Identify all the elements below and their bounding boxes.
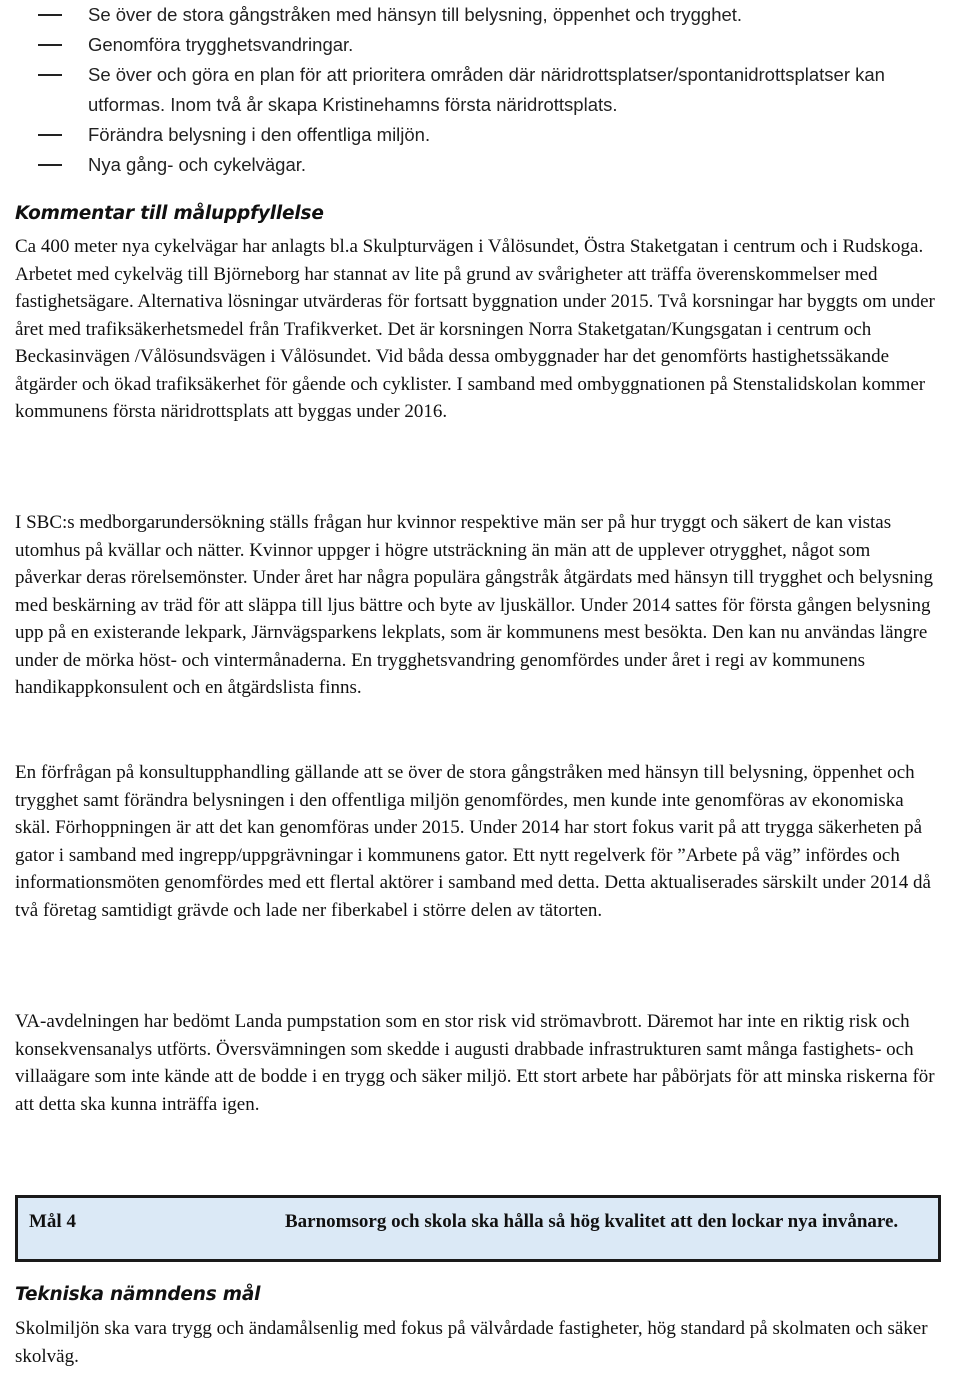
list-item bbox=[15, 120, 940, 150]
list-item bbox=[15, 0, 940, 30]
list-item bbox=[15, 150, 940, 180]
list-item bbox=[15, 60, 940, 120]
committee-goal-text: Skolmiljön ska vara trygg och ändamålsenlig med fokus på välvårdade fastigheter, hög standard på skolmaten och säker skolväg. bbox=[15, 1318, 928, 1367]
list-item-text: Se över de stora gångstråken med hänsyn till belysning, öppenhet och trygghet. bbox=[88, 4, 743, 25]
dash-bullet-icon bbox=[38, 14, 62, 16]
comment-paragraph: Ca 400 meter nya cykelvägar har anlagts bl.a Skulpturvägen i Vålösundet, Östra Staketgatan i centrum och i Rudskoga. Arbetet med cykelväg till Björneborg har stannat av lite på grund av svårigheter att träffa överenskommelser med fastighetsägare. Alternativa lösningar utvärderas för fortsatt byggnation under 2015. Två korsningar har byggts om under året med trafiksäkerhetsmedel från Trafikverket. Det är korsningen Norra Staketgatan/Kungsgatan i centrum och Beckasinvägen /Vålösundsvägen i Vålösundet. Vid båda dessa ombyggnader har det genomförts hastighetssäkande åtgärder och ökad trafiksäkerhet för gående och cyklister. I samband med ombyggnationen på Stenstalidskolan kommer kommunens första näridrottsplats att byggas under 2016. bbox=[15, 236, 935, 422]
list-item bbox=[15, 30, 940, 60]
survey-paragraph: I SBC:s medborgarundersökning ställs frågan hur kvinnor respektive män ser på hur tryggt och säkert de kan vistas utomhus på kvällar och nätter. Kvinnor uppger i högre utsträckning än män att de upplever otrygghet, något som påverkar deras rörelsemönster. Under året har några populära gångstråk åtgärdats med hänsyn till trygghet och belysning med beskärning av träd för att släppa till ljus bättre och byte av ljuskällor. Under 2014 sattes för första gången belysning upp på en existerande lekpark, Järnvägsparkens lekplats, som är kommunens mest besökta. Den kan nu användas längre under de mörka höst- och vintermånaderna. En trygghetsvandring genomfördes under året i regi av kommunens handikappkonsulent och en åtgärdslista finns. bbox=[15, 512, 934, 698]
goal-label: Mål 4 bbox=[29, 1211, 76, 1232]
goal-box bbox=[15, 1195, 941, 1262]
list-item-text: Nya gång- och cykelvägar. bbox=[88, 154, 307, 175]
dash-bullet-icon bbox=[38, 164, 62, 166]
goal-text: Barnomsorg och skola ska hålla så hög kvalitet att den lockar nya invånare. bbox=[285, 1211, 899, 1232]
procurement-paragraph: En förfrågan på konsultupphandling gällande att se över de stora gångstråken med hänsyn till belysning, öppenhet och trygghet samt förändra belysningen i den offentliga miljön genomfördes, men kunde inte genomföras av ekonomiska skäl. Förhoppningen är att det kan genomföras under 2015. Under 2014 har stort fokus varit på att trygga säkerheten på gator i samband med ingrepp/uppgrävningar i kommunens gator. Ett nytt regelverk för ”Arbete på väg” infördes och informationsmöten genomfördes med ett flertal aktörer i samband med detta. Detta aktualiserades särskilt under 2014 då två företag samtidigt grävde och lade ner fiberkabel i större delen av tätorten. bbox=[15, 762, 931, 921]
list-item-text: Se över och göra en plan för att prioritera områden där näridrottsplatser/spontanidrottsplatser kan utformas. Inom två år skapa Kristinehamns första näridrottsplats. bbox=[88, 64, 885, 115]
dash-bullet-icon bbox=[38, 134, 62, 136]
water-department-paragraph: VA-avdelningen har bedömt Landa pumpstation som en stor risk vid strömavbrott. Däremot har inte en riktig risk och konsekvensanalys utförts. Översvämningen som skedde i augusti drabbade infrastrukturen samt många fastighets- och villaägare som inte kände att de bodde i en trygg och säker miljö. Ett stort arbete har påbörjats för att minska riskerna för att detta ska kunna inträffa igen. bbox=[15, 1011, 935, 1115]
measures-list bbox=[15, 0, 940, 180]
committee-goal-heading: Tekniska nämndens mål bbox=[15, 1284, 261, 1305]
list-item-text: Förändra belysning i den offentliga miljön. bbox=[88, 124, 431, 145]
dash-bullet-icon bbox=[38, 44, 62, 46]
comment-heading: Kommentar till måluppfyllelse bbox=[15, 203, 324, 224]
list-item-text: Genomföra trygghetsvandringar. bbox=[88, 34, 354, 55]
dash-bullet-icon bbox=[38, 74, 62, 76]
